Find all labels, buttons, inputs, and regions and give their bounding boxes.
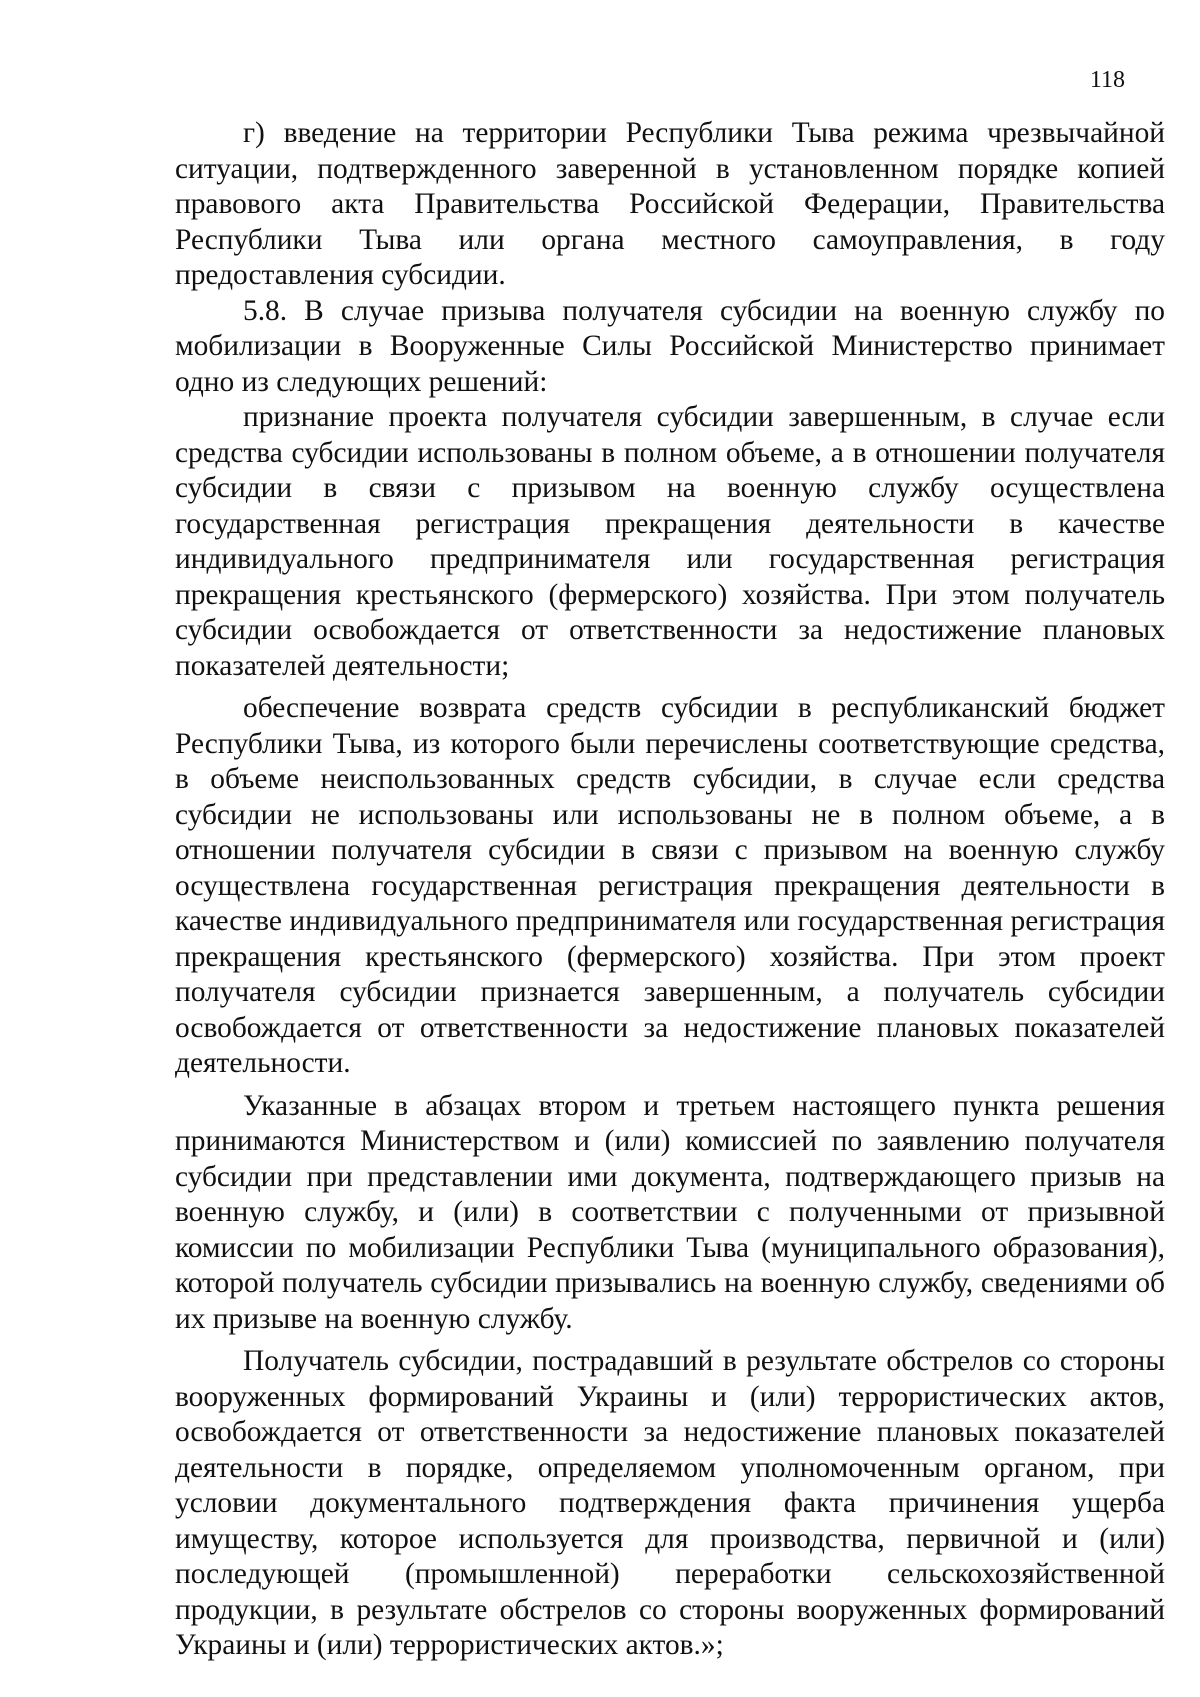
paragraph-clause-5-8: 5.8. В случае призыва получателя субсидии на военную службу по мобилизации в Вооруженные Силы Российской Министерство принимает одно из следующих решений: bbox=[175, 294, 1165, 398]
paragraph-decision-procedure: Указанные в абзацах втором и третьем настоящего пункта решения принимаются Министерством и (или) комиссией по заявлению получателя субсидии при представлении ими документа, подтверждающего призыв на военную службу, и (или) в соответствии с полученными от призывной комиссии по мобилизации Республики Тыва (муниципального образования), которой получатель субсидии призывались на военную службу, сведениями об их призыве на военную службу. bbox=[175, 1089, 1165, 1335]
paragraph-decision-completion: признание проекта получателя субсидии завершенным, в случае если средства субсидии использованы в полном объеме, а в отношении получателя субсидии в связи с призывом на военную службу осуществлена государственная регистрация прекращения деятельности в качестве индивидуального предпринимателя или государственная регистрация прекращения крестьянского (фермерского) хозяйства. При этом получатель субсидии освобождается от ответственности за недостижение плановых показателей деятельности; bbox=[175, 401, 1165, 682]
paragraph-subitem-g: г) введение на территории Республики Тыва режима чрезвычайной ситуации, подтвержденного заверенной в установленном порядке копией правового акта Правительства Российской Федерации, Правительства Республики Тыва или органа местного самоуправления, в году предоставления субсидии. bbox=[175, 117, 1165, 291]
document-body bbox=[175, 116, 1165, 1664]
page-number: 118 bbox=[1089, 67, 1125, 93]
paragraph-shelling-exemption: Получатель субсидии, пострадавший в результате обстрелов со стороны вооруженных формирований Украины и (или) террористических актов, освобождается от ответственности за недостижение плановых показателей деятельности в порядке, определяемом уполномоченным органом, при условии документального подтверждения факта причинения ущерба имуществу, которое используется для производства, первичной и (или) последующей (промышленной) переработки сельскохозяйственной продукции, в результате обстрелов со стороны вооруженных формирований Украины и (или) террористических актов.»; bbox=[175, 1345, 1165, 1661]
paragraph-decision-refund: обеспечение возврата средств субсидии в республиканский бюджет Республики Тыва, из которого были перечислены соответствующие средства, в объеме неиспользованных средств субсидии, в случае если средства субсидии не использованы или использованы не в полном объеме, а в отношении получателя субсидии в связи с призывом на военную службу осуществлена государственная регистрация прекращения деятельности в качестве индивидуального предпринимателя или государственная регистрация прекращения крестьянского (фермерского) хозяйства. При этом проект получателя субсидии признается завершенным, а получатель субсидии освобождается от ответственности за недостижение плановых показателей деятельности. bbox=[175, 692, 1165, 1079]
